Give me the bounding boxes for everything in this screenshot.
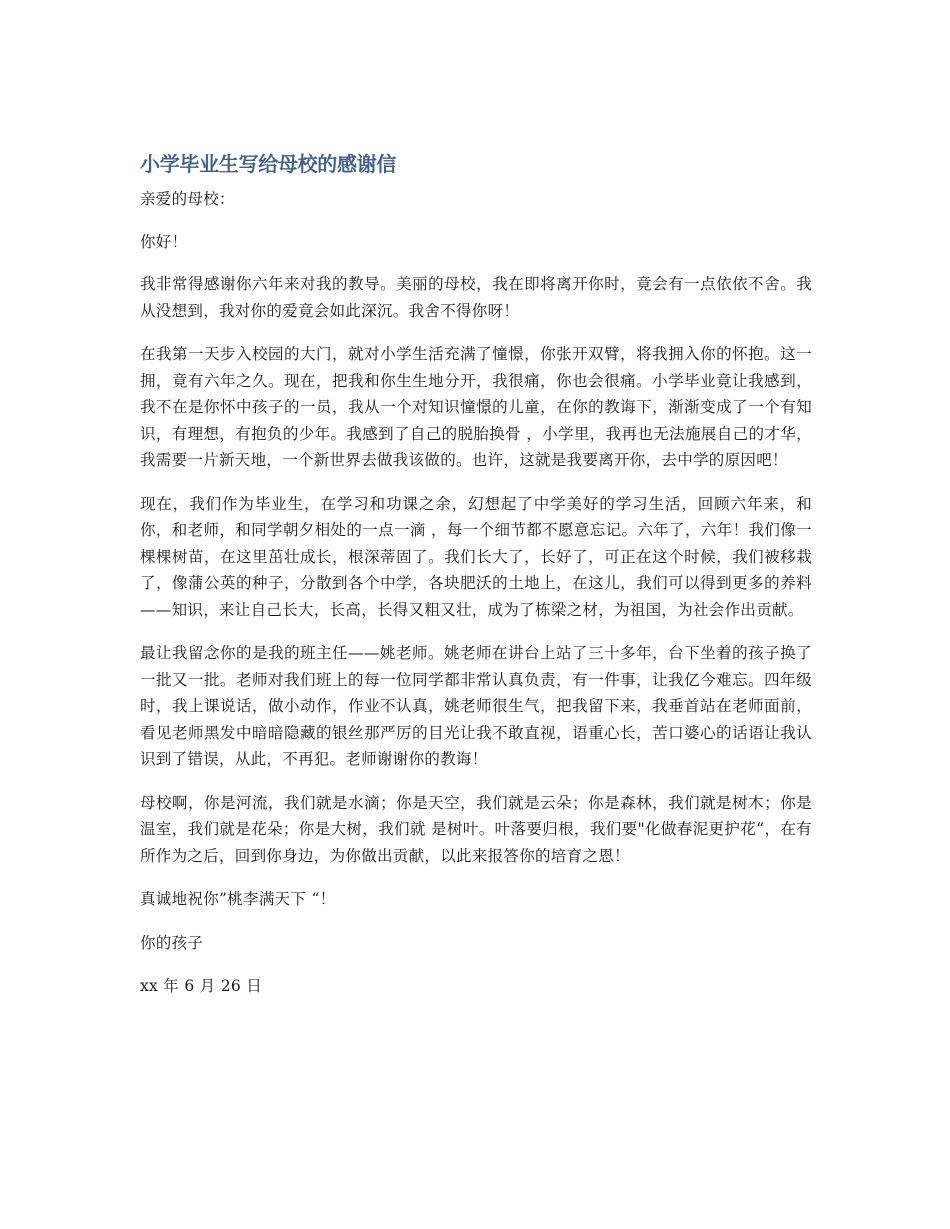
letter-page: [140, 148, 812, 1017]
salutation: 亲爱的母校：: [140, 190, 235, 208]
body-paragraph: 现在，我们作为毕业生，在学习和功课之余，幻想起了中学美好的学习生活，回顾六年来，和你，和老师，和同学朝夕相处的一点一滴 ，每一个细节都不愿意忘记。六年了，六年！我们像一棵棵树苗，在这里茁壮成长，根深蒂固了。我们长大了，长好了，可正在这个时候，我们被移栽了，像蒲公英的种子，分散到各个中学，各块肥沃的土地上，在这儿，我们可以得到更多的养料——知识，来让自己长大，长高，长得又粗又壮，成为了栋梁之材，为祖国，为社会作出贡献。: [140, 494, 812, 619]
closing-wish: 真诚地祝你”桃李满天下 “！: [140, 890, 336, 908]
body-paragraph: 我非常得感谢你六年来对我的教导。美丽的母校，我在即将离开你时，竟会有一点依依不舍。我从没想到，我对你的爱竟会如此深沉。我舍不得你呀！: [140, 275, 812, 320]
body-paragraph: 母校啊，你是河流，我们就是水滴；你是天空，我们就是云朵；你是森林，我们就是树木；你是温室，我们就是花朵；你是大树，我们就 是树叶。叶落要归根，我们要"化做春泥更护花“，在有所作为之后，回到你身边，为你做出贡献，以此来报答你的培育之恩！: [140, 793, 812, 865]
body-paragraph: 在我第一天步入校园的大门，就对小学生活充满了憧憬，你张开双臂，将我拥入你的怀抱。这一拥，竟有六年之久。现在，把我和你生生地分开，我很痛，你也会很痛。小学毕业竟让我感到，我不在是你怀中孩子的一员，我从一个对知识憧憬的儿童，在你的教诲下，渐渐变成了一个有知识，有理想，有抱负的少年。我感到了自己的脱胎换骨 ，小学里，我再也无法施展自己的才华，我需要一片新天地，一个新世界去做我该做的。也许，这就是我要离开你，去中学的原因吧！: [140, 345, 812, 469]
signature: 你的孩子: [140, 933, 204, 952]
document-title: 小学毕业生写给母校的感谢信: [140, 152, 397, 176]
greeting: 你好！: [140, 232, 188, 251]
letter-date: xx 年 6 月 26 日: [140, 977, 263, 995]
body-paragraph: 最让我留念你的是我的班主任——姚老师。姚老师在讲台上站了三十多年，台下坐着的孩子换了一批又一批。老师对我们班上的每一位同学都非常认真负责，有一件事，让我亿今难忘。四年级时，我上课说话，做小动作，作业不认真，姚老师很生气，把我留下来，我垂首站在老师面前，看见老师黑发中暗暗隐藏的银丝那严厉的目光让我不敢直视，语重心长，苦口婆心的话语让我认识到了错误，从此，不再犯。老师谢谢你的教诲！: [140, 644, 812, 768]
